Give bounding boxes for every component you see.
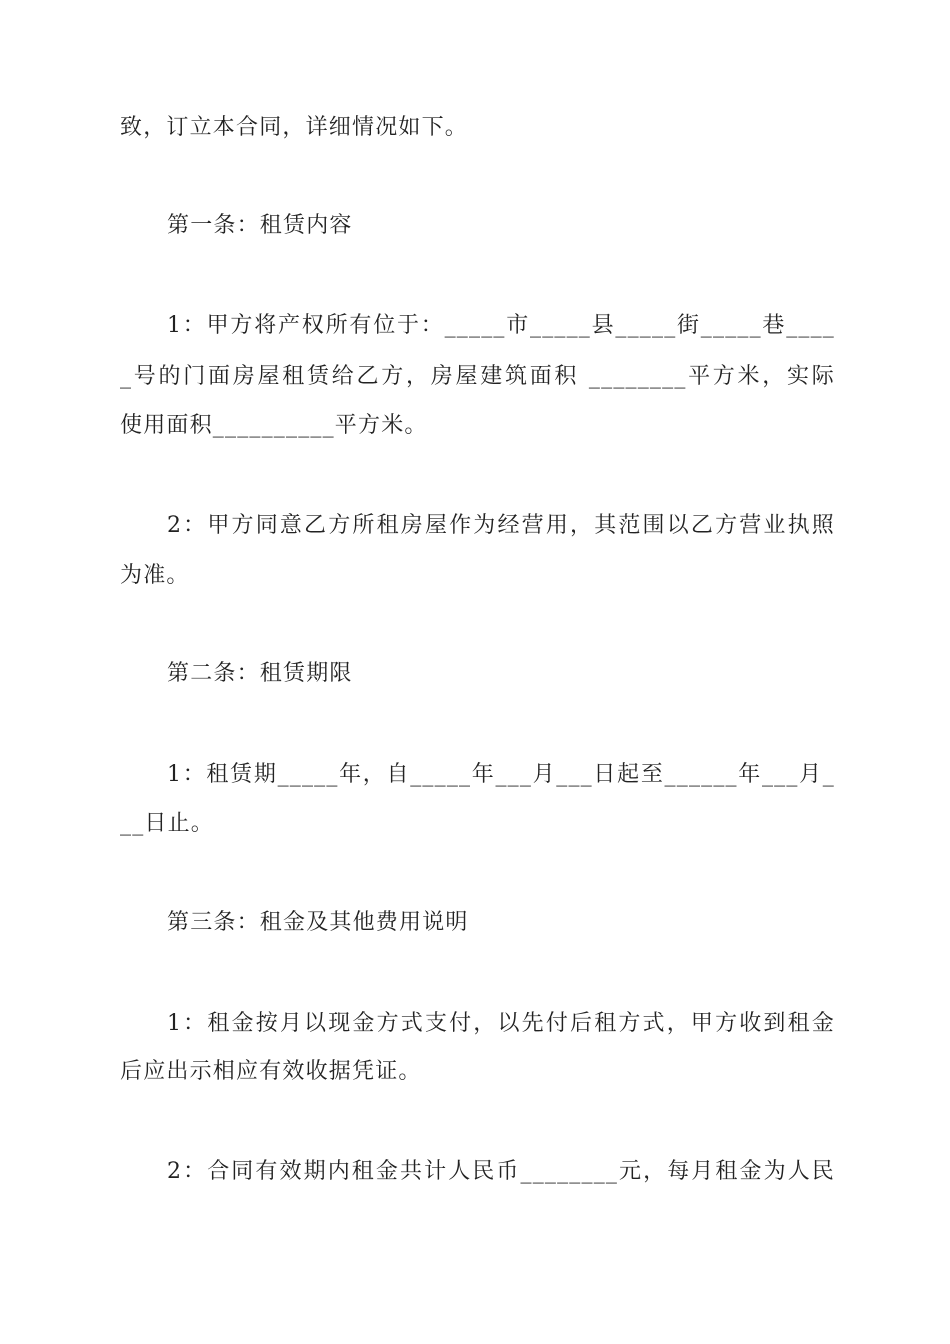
section-heading: 第二条：租赁期限 <box>167 661 353 686</box>
text-line: 1：租赁期_____年，自_____年___月___日起至______年___月_ <box>167 762 835 787</box>
section-heading: 第一条：租赁内容 <box>167 213 353 238</box>
text-line: 使用面积__________平方米。 <box>120 413 428 438</box>
text-line: 1：租金按月以现金方式支付，以先付后租方式，甲方收到租金 <box>167 1011 835 1036</box>
text-line: 致，订立本合同，详细情况如下。 <box>120 115 469 140</box>
text-line: 2：合同有效期内租金共计人民币________元，每月租金为人民 <box>167 1159 835 1184</box>
text-line: 2：甲方同意乙方所租房屋作为经营用，其范围以乙方营业执照 <box>167 513 835 538</box>
text-line: __日止。 <box>120 811 215 836</box>
text-line: 为准。 <box>120 563 190 588</box>
section-heading: 第三条：租金及其他费用说明 <box>167 910 469 935</box>
text-line: 后应出示相应有效收据凭证。 <box>120 1059 422 1084</box>
text-line: _号的门面房屋租赁给乙方，房屋建筑面积 ________平方米，实际 <box>120 364 835 389</box>
text-line: 1：甲方将产权所有位于：_____市_____县_____街_____巷____ <box>167 313 835 338</box>
